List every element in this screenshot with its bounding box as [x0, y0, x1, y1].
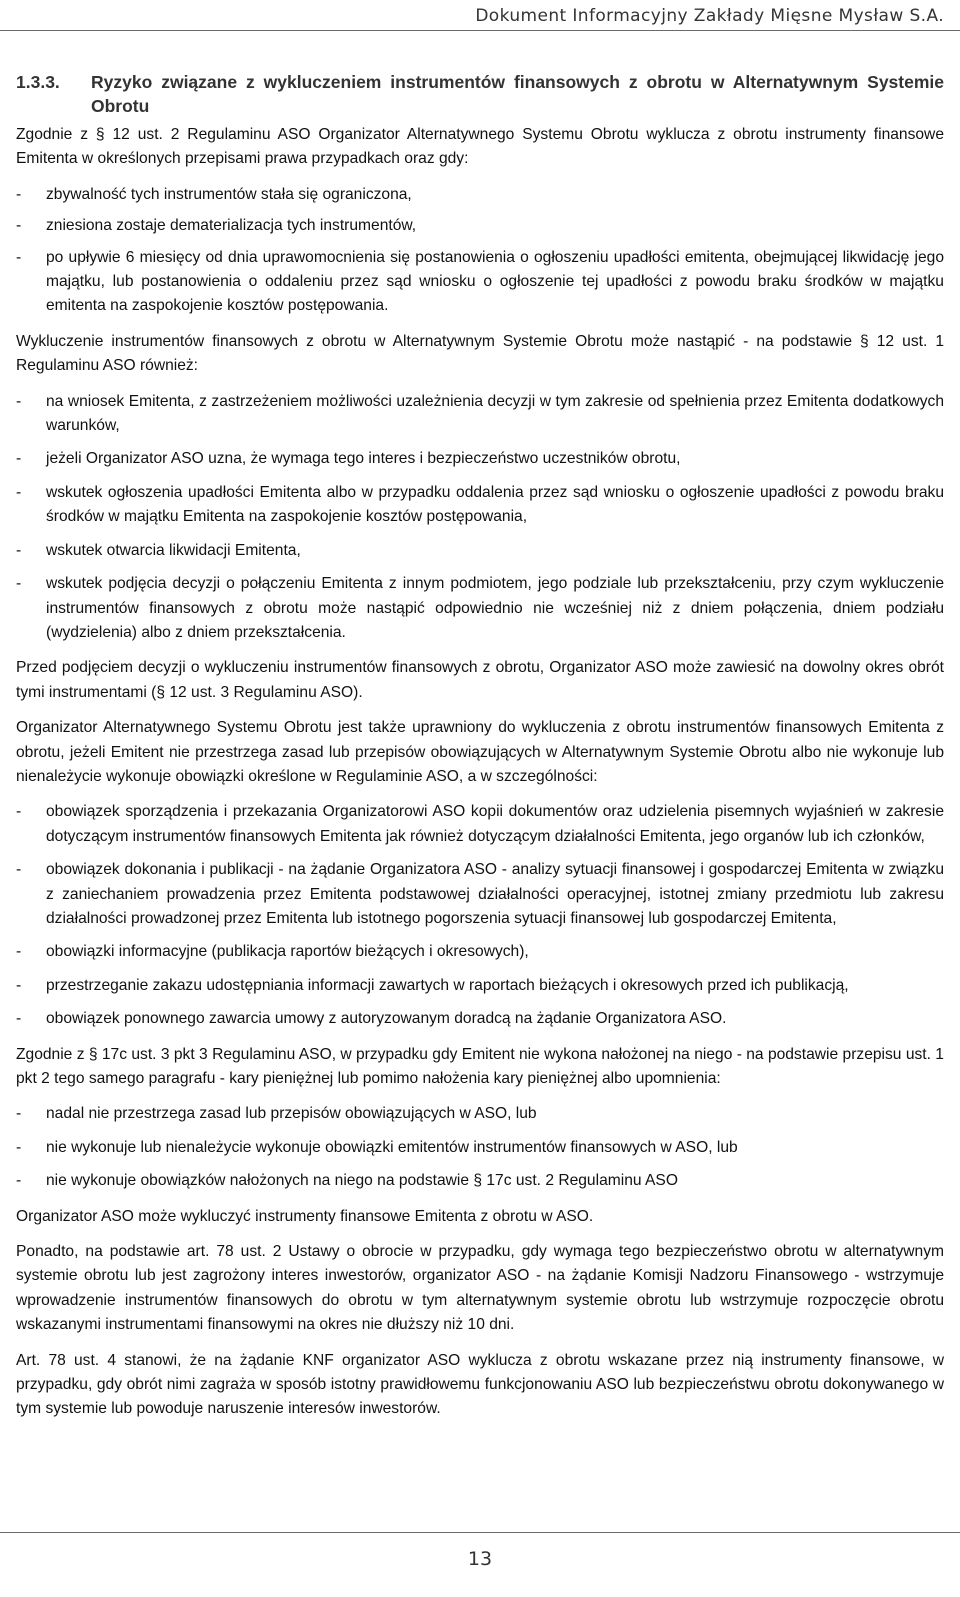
list-item — [16, 390, 944, 439]
list-dash-marker: - — [16, 1105, 22, 1123]
list-dash-marker: - — [16, 1172, 22, 1190]
paragraph: Wykluczenie instrumentów finansowych z obrotu w Alternatywnym Systemie Obrotu może nastąpić - na podstawie § 12 ust. 1 Regulaminu ASO również: — [16, 332, 944, 375]
list-dash-marker: - — [16, 1138, 22, 1156]
list-dash-marker: - — [16, 575, 22, 593]
list-item-text: po upływie 6 miesięcy od dnia uprawomocnienia się postanowienia o ogłoszeniu upadłości emitenta, obejmującej likwidację jego majątku, lub postanowienia o oddaleniu przez sąd wniosku o ogłoszenie tej upadłości z powodu braku środków w majątku emitenta na zaspokojenie kosztów postępowania. — [46, 248, 944, 315]
list-dash-marker: - — [16, 541, 22, 559]
list-item-text: obowiązki informacyjne (publikacja raportów bieżących i okresowych), — [46, 943, 529, 961]
list-item — [16, 539, 944, 563]
section-heading — [16, 70, 944, 118]
list-item — [16, 1102, 944, 1126]
list-item-text: obowiązek sporządzenia i przekazania Organizatorowi ASO kopii dokumentów oraz udzielenia pisemnych wyjaśnień w zakresie dotyczącym instrumentów finansowych Emitenta jak również dotyczącym działalności Emitenta, jego organów lub ich członków, — [46, 803, 944, 845]
page-number: 13 — [467, 1548, 493, 1570]
document-header — [0, 0, 960, 40]
list-item-text: nie wykonuje obowiązków nałożonych na niego na podstawie § 17c ust. 2 Regulaminu ASO — [46, 1172, 678, 1190]
dash-list — [16, 183, 944, 319]
list-item — [16, 481, 944, 530]
paragraph: Art. 78 ust. 4 stanowi, że na żądanie KNF organizator ASO wyklucza z obrotu wskazane przez nią instrumenty finansowe, w przypadku, gdy obrót nimi zagraża w sposób istotny prawidłowemu funkcjonowaniu ASO lub bezpieczeństwu obrotu dokonywanego w tym systemie lub powoduje naruszenie interesów inwestorów. — [16, 1351, 944, 1418]
list-item-text: nadal nie przestrzega zasad lub przepisów obowiązujących w ASO, lub — [46, 1105, 537, 1123]
list-item-text: wskutek podjęcia decyzji o połączeniu Emitenta z innym podmiotem, jego podziale lub przekształceniu, przy czym wykluczenie instrumentów finansowych z obrotu może nastąpić odpowiednio nie wcześniej niż z dniem połączenia, dniem podziału (wydzielenia) albo z dniem przekształcenia. — [46, 575, 944, 641]
list-dash-marker: - — [16, 185, 22, 203]
list-item-text: obowiązek ponownego zawarcia umowy z autoryzowanym doradcą na żądanie Organizatora ASO. — [46, 1010, 727, 1028]
document-header-title: Dokument Informacyjny Zakłady Mięsne Mysław S.A. — [475, 6, 944, 26]
list-item — [16, 858, 944, 931]
paragraph: Ponadto, na podstawie art. 78 ust. 2 Ustawy o obrocie w przypadku, gdy wymaga tego bezpieczeństwo obrotu w alternatywnym systemie obrotu lub jest zagrożony interes inwestorów, organizator ASO - na żądanie Komisji Nadzoru Finansowego - wstrzymuje wprowadzenie instrumentów finansowych do obrotu w tym alternatywnym systemie obrotu lub wstrzymuje rozpoczęcie obrotu wskazanymi instrumentami finansowymi na okres nie dłuższy niż 10 dni. — [16, 1243, 944, 1334]
list-item — [16, 940, 944, 964]
header-divider — [0, 30, 960, 31]
section-number: 1.3.3. — [16, 72, 60, 92]
page-content — [16, 70, 944, 1433]
list-item — [16, 1007, 944, 1031]
list-item — [16, 1136, 944, 1160]
list-item-text: zniesiona zostaje dematerializacja tych instrumentów, — [46, 217, 417, 235]
footer-divider — [0, 1532, 960, 1533]
list-item-text: nie wykonuje lub nienależycie wykonuje obowiązki emitentów instrumentów finansowych w ASO, lub — [46, 1138, 738, 1156]
list-item — [16, 183, 944, 207]
list-dash-marker: - — [16, 483, 22, 501]
section-title: Ryzyko związane z wykluczeniem instrumentów finansowych z obrotu w Alternatywnym Systemie Obrotu — [91, 72, 944, 116]
list-item — [16, 447, 944, 471]
list-item — [16, 246, 944, 319]
document-body — [16, 123, 944, 1422]
paragraph: Przed podjęciem decyzji o wykluczeniu instrumentów finansowych z obrotu, Organizator ASO może zawiesić na dowolny okres obrót tymi instrumentami (§ 12 ust. 3 Regulaminu ASO). — [16, 659, 944, 701]
list-item-text: jeżeli Organizator ASO uzna, że wymaga tego interes i bezpieczeństwo uczestników obrotu, — [46, 450, 681, 468]
paragraph: Organizator ASO może wykluczyć instrumenty finansowe Emitenta z obrotu w ASO. — [16, 1207, 594, 1225]
list-dash-marker: - — [16, 248, 22, 266]
list-item-text: obowiązek dokonania i publikacji - na żądanie Organizatora ASO - analizy sytuacji finansowej i gospodarczej Emitenta w związku z zaniechaniem prowadzenia przez Emitenta podstawowej działalności operacyjnej, istotnej zmiany przedmiotu lub zakresu działalności prowadzonej przez Emitenta lub istotnego pogorszenia sytuacji finansowej lub gospodarczej Emitenta, — [46, 861, 944, 927]
paragraph: Organizator Alternatywnego Systemu Obrotu jest także uprawniony do wykluczenia z obrotu instrumentów finansowych Emitenta z obrotu, jeżeli Emitent nie przestrzega zasad lub przepisów obowiązujących w Alternatywnym Systemie Obrotu albo nie wykonuje lub nienależycie wykonuje obowiązki określone w Regulaminie ASO, a w szczególności: — [16, 719, 944, 785]
list-dash-marker: - — [16, 943, 22, 961]
list-dash-marker: - — [16, 861, 22, 879]
list-item-text: przestrzeganie zakazu udostępniania informacji zawartych w raportach bieżących i okresowych przed ich publikacją, — [46, 976, 849, 994]
list-item-text: na wniosek Emitenta, z zastrzeżeniem możliwości uzależnienia decyzji w tym zakresie od spełnienia przez Emitenta dodatkowych warunków, — [46, 392, 944, 435]
list-item-text: zbywalność tych instrumentów stała się ograniczona, — [46, 185, 412, 203]
dash-list — [16, 800, 944, 1031]
list-dash-marker: - — [16, 976, 22, 994]
list-item — [16, 572, 944, 645]
list-item — [16, 800, 944, 849]
list-item — [16, 1169, 944, 1193]
list-item — [16, 974, 944, 998]
paragraph: Zgodnie z § 12 ust. 2 Regulaminu ASO Organizator Alternatywnego Systemu Obrotu wyklucza z obrotu instrumenty finansowe Emitenta w określonych przepisami prawa przypadkach oraz gdy: — [16, 126, 944, 168]
list-dash-marker: - — [16, 450, 22, 468]
list-item-text: wskutek otwarcia likwidacji Emitenta, — [46, 541, 301, 559]
list-item — [16, 214, 944, 238]
dash-list — [16, 390, 944, 646]
list-dash-marker: - — [16, 1010, 22, 1028]
list-dash-marker: - — [16, 392, 22, 410]
paragraph: Zgodnie z § 17c ust. 3 pkt 3 Regulaminu ASO, w przypadku gdy Emitent nie wykona nałożonej na niego - na podstawie przepisu ust. 1 pkt 2 tego samego paragrafu - kary pieniężnej lub pomimo nałożenia kary pieniężnej albo upomnienia: — [16, 1045, 944, 1087]
list-dash-marker: - — [16, 803, 22, 821]
dash-list — [16, 1102, 944, 1193]
list-item-text: wskutek ogłoszenia upadłości Emitenta albo w przypadku oddalenia przez sąd wniosku o ogłoszenie upadłości z powodu braku środków w majątku Emitenta na zaspokojenie kosztów postępowania, — [46, 483, 944, 526]
list-dash-marker: - — [16, 217, 22, 235]
